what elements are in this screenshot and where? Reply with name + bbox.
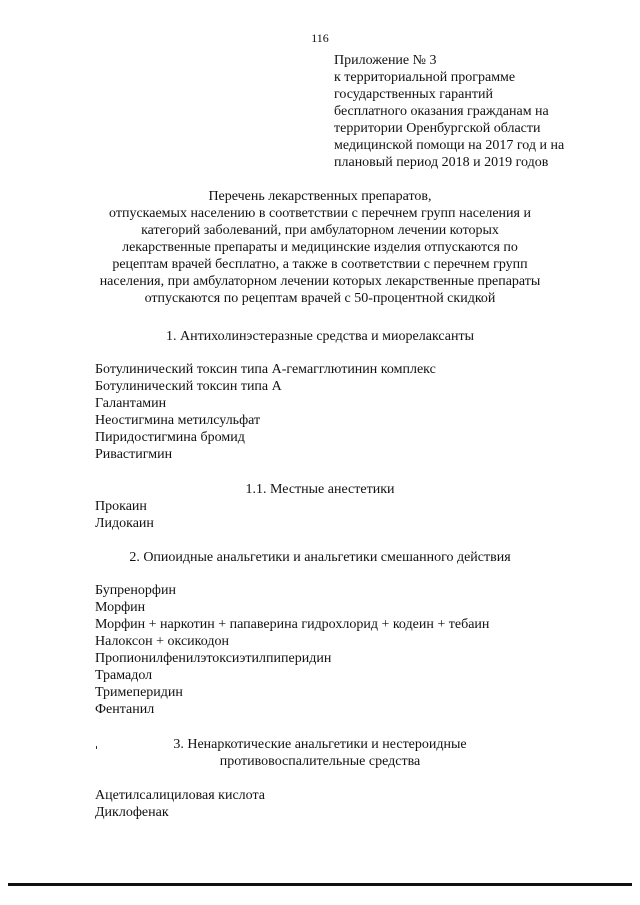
section-heading-line: 1. Антихолинэстеразные средства и миорелаксанты (165, 329, 475, 344)
list-item: Ацетилсалициловая кислота (95, 788, 265, 803)
list-item: Прокаин (95, 499, 147, 514)
title-line: отпускаемых населению в соответствии с перечнем групп населения и (109, 206, 531, 221)
list-item: Морфин (95, 600, 146, 615)
list-item: Галантамин (95, 396, 167, 411)
title-line: рецептам врачей бесплатно, а также в соответствии с перечнем групп (112, 257, 528, 272)
title-line: отпускаются по рецептам врачей с 50-процентной скидкой (144, 291, 496, 306)
document-title (70, 188, 570, 307)
section-heading-1-1 (60, 481, 580, 498)
appendix-line: плановый период 2018 и 2019 годов (334, 155, 549, 170)
title-line: лекарственные препараты и медицинские изделия отпускаются по (122, 240, 518, 255)
list-item: Тримеперидин (95, 685, 183, 700)
section-heading-line: противовоспалительные средства (219, 754, 421, 769)
list-item: Бупренорфин (95, 583, 176, 598)
list-item: Морфин + наркотин + папаверина гидрохлорид + кодеин + тебаин (95, 617, 490, 632)
title-line: категорий заболеваний, при амбулаторном лечении которых (141, 223, 499, 238)
appendix-line: медицинской помощи на 2017 год и на (334, 138, 565, 153)
list-item: Ривастигмин (95, 447, 173, 462)
list-item: Трамадол (95, 668, 153, 683)
appendix-line: государственных гарантий (334, 87, 493, 102)
list-item: Пропионилфенилэтоксиэтилпиперидин (95, 651, 332, 666)
list-item: Налоксон + оксикодон (95, 634, 229, 649)
appendix-line: бесплатного оказания гражданам на (334, 104, 549, 119)
list-item: Ботулинический токсин типа А (95, 379, 282, 394)
title-line: населения, при амбулаторном лечении которых лекарственные препараты (99, 274, 541, 289)
list-item: Ботулинический токсин типа А-гемагглютинин комплекс (95, 362, 436, 377)
section-heading-line: 2. Опиоидные анальгетики и анальгетики смешанного действия (129, 550, 511, 565)
bottom-rule (8, 883, 632, 886)
page-number: 116 (311, 31, 329, 45)
section-heading-3 (60, 736, 580, 770)
drug-list-1 (95, 361, 615, 463)
section-heading-2 (60, 549, 580, 566)
appendix-line: территории Оренбургской области (334, 121, 541, 136)
drug-list-3 (95, 787, 615, 821)
title-line: Перечень лекарственных препаратов, (208, 189, 432, 204)
list-item: Фентанил (95, 702, 155, 717)
section-heading-line: 3. Ненаркотические анальгетики и нестероидные (173, 737, 467, 752)
section-heading-1 (60, 328, 580, 345)
drug-list-1-1 (95, 498, 615, 532)
appendix-line: Приложение № 3 (334, 53, 437, 68)
list-item: Неостигмина метилсульфат (95, 413, 261, 428)
drug-list-2 (95, 582, 615, 718)
appendix-line: к территориальной программе (334, 70, 516, 85)
list-item: Диклофенак (95, 805, 169, 820)
list-item: Пиридостигмина бромид (95, 430, 245, 445)
appendix-header (334, 52, 634, 171)
list-item: Лидокаин (95, 516, 154, 531)
section-heading-line: 1.1. Местные анестетики (245, 482, 395, 497)
